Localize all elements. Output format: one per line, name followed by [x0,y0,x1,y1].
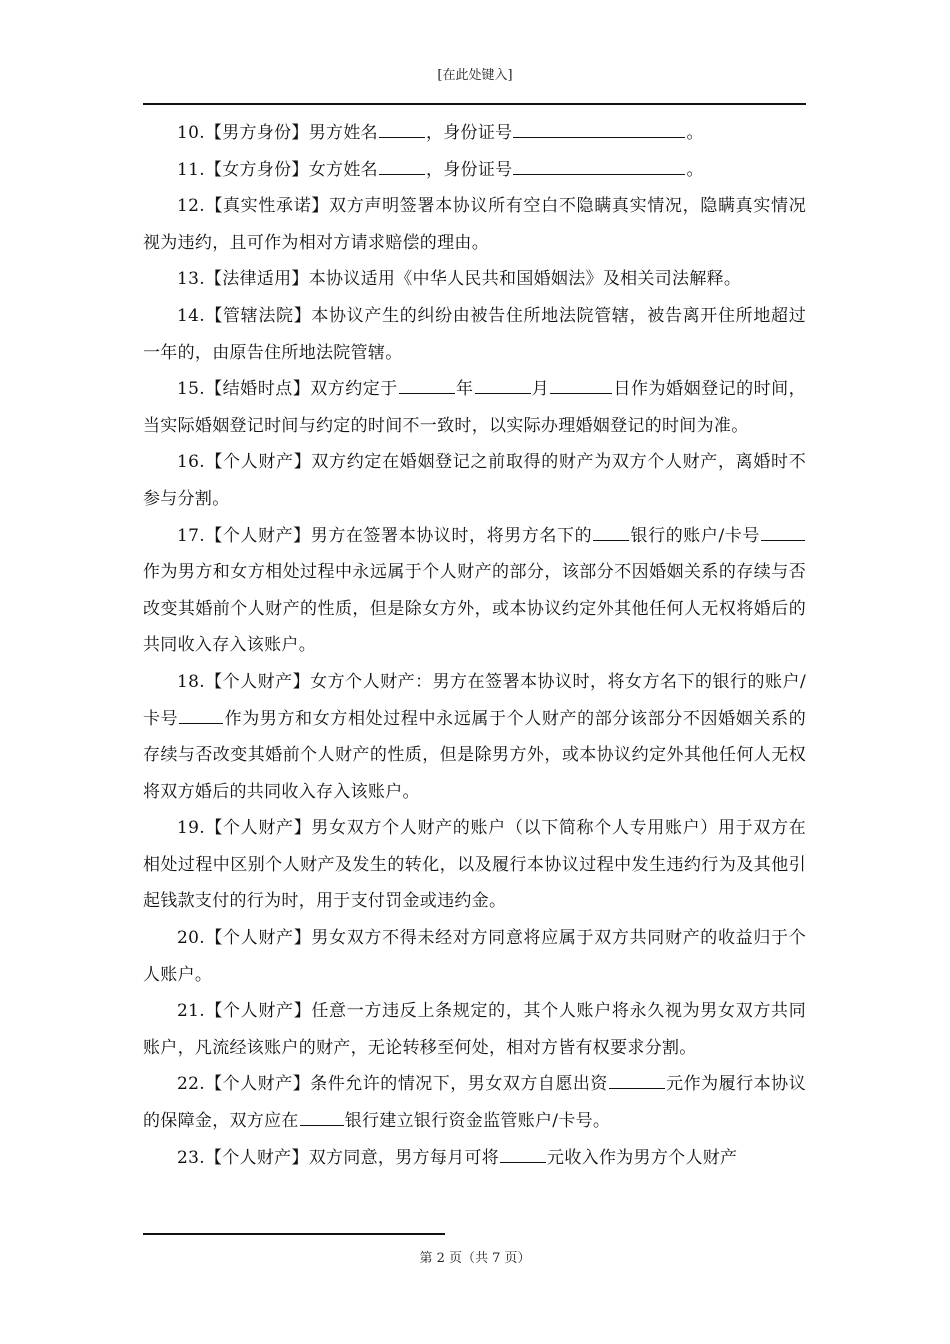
footnote-divider [143,1233,445,1235]
blank-field [379,173,425,175]
clause-23: 23.【个人财产】双方同意，男方每月可将 元收入作为男方个人财产 [177,1147,738,1168]
blank-field [513,136,685,138]
blank-field [593,539,629,541]
blank-field [500,1161,546,1163]
clause-11: 11.【女方身份】女方姓名 ，身份证号 。 [177,159,704,180]
blank-field [609,1087,665,1089]
clause-13: 13.【法律适用】本协议适用《中华人民共和国婚姻法》及相关司法解释。 [177,269,742,290]
page-footer: 第 2 页（共 7 页） [419,1251,531,1266]
clause-19: 19.【个人财产】男女双方个人财产的账户（以下简称个人专用账户）用于双方在相处过程中区别个人财产及发生的转化，以及履行本协议过程中发生违约行为及其他引起钱款支付的行为时，用于支付罚金或违约金。 [143,818,806,912]
clause-10: 10.【男方身份】男方姓名 ，身份证号 。 [177,123,704,143]
header-divider [143,103,806,105]
clause-18: 18.【个人财产】女方个人财产：男方在签署本协议时，将女方名下的银行的账户/卡号 作为男方和女方相处过程中永远属于个人财产的部分该部分不因婚姻关系的存续与否改变其婚前个人财产的性质，但是除男方外，或本协议约定外其他任何人无权将双方婚后的共同收入存入该账户。 [143,671,806,802]
clause-14: 14.【管辖法院】本协议产生的纠纷由被告住所地法院管辖，被告离开住所地超过一年的，由原告住所地法院管辖。 [143,305,806,363]
clause-21: 21.【个人财产】任意一方违反上条规定的，其个人账户将永久视为男女双方共同账户，凡流经该账户的财产，无论转移至何处，相对方皆有权要求分割。 [143,1001,806,1058]
page-header: [在此处键入] [437,68,513,83]
clause-20: 20.【个人财产】男女双方不得未经对方同意将应属于双方共同财产的收益归于个人账户。 [143,928,806,985]
blank-field [300,1124,344,1126]
blank-field [399,392,455,394]
clause-15: 15.【结婚时点】双方约定于 年 月 日作为婚姻登记的时间，当实际婚姻登记时间与约定的时间不一致时，以实际办理婚姻登记的时间为准。 [143,379,806,436]
blank-field [513,173,685,175]
blank-field [761,539,805,541]
document-body [143,115,806,1176]
blank-field [475,392,531,394]
blank-field [179,722,223,724]
blank-field [379,136,425,138]
clause-16: 16.【个人财产】双方约定在婚姻登记之前取得的财产为双方个人财产，离婚时不参与分割。 [143,452,806,509]
blank-field [550,392,612,394]
clause-12: 12.【真实性承诺】双方声明签署本协议所有空白不隐瞒真实情况，隐瞒真实情况视为违约，且可作为相对方请求赔偿的理由。 [143,196,806,253]
clause-22: 22.【个人财产】条件允许的情况下，男女双方自愿出资 元作为履行本协议的保障金，双方应在 银行建立银行资金监管账户/卡号。 [143,1074,806,1132]
clause-17: 17.【个人财产】男方在签署本协议时，将男方名下的 银行的账户/卡号作为男方和女方相处过程中永远属于个人财产的部分，该部分不因婚姻关系的存续与否改变其婚前个人财产的性质，但是除女方外，或本协议约定外其他任何人无权将婚后的共同收入存入该账户。 [143,525,806,656]
